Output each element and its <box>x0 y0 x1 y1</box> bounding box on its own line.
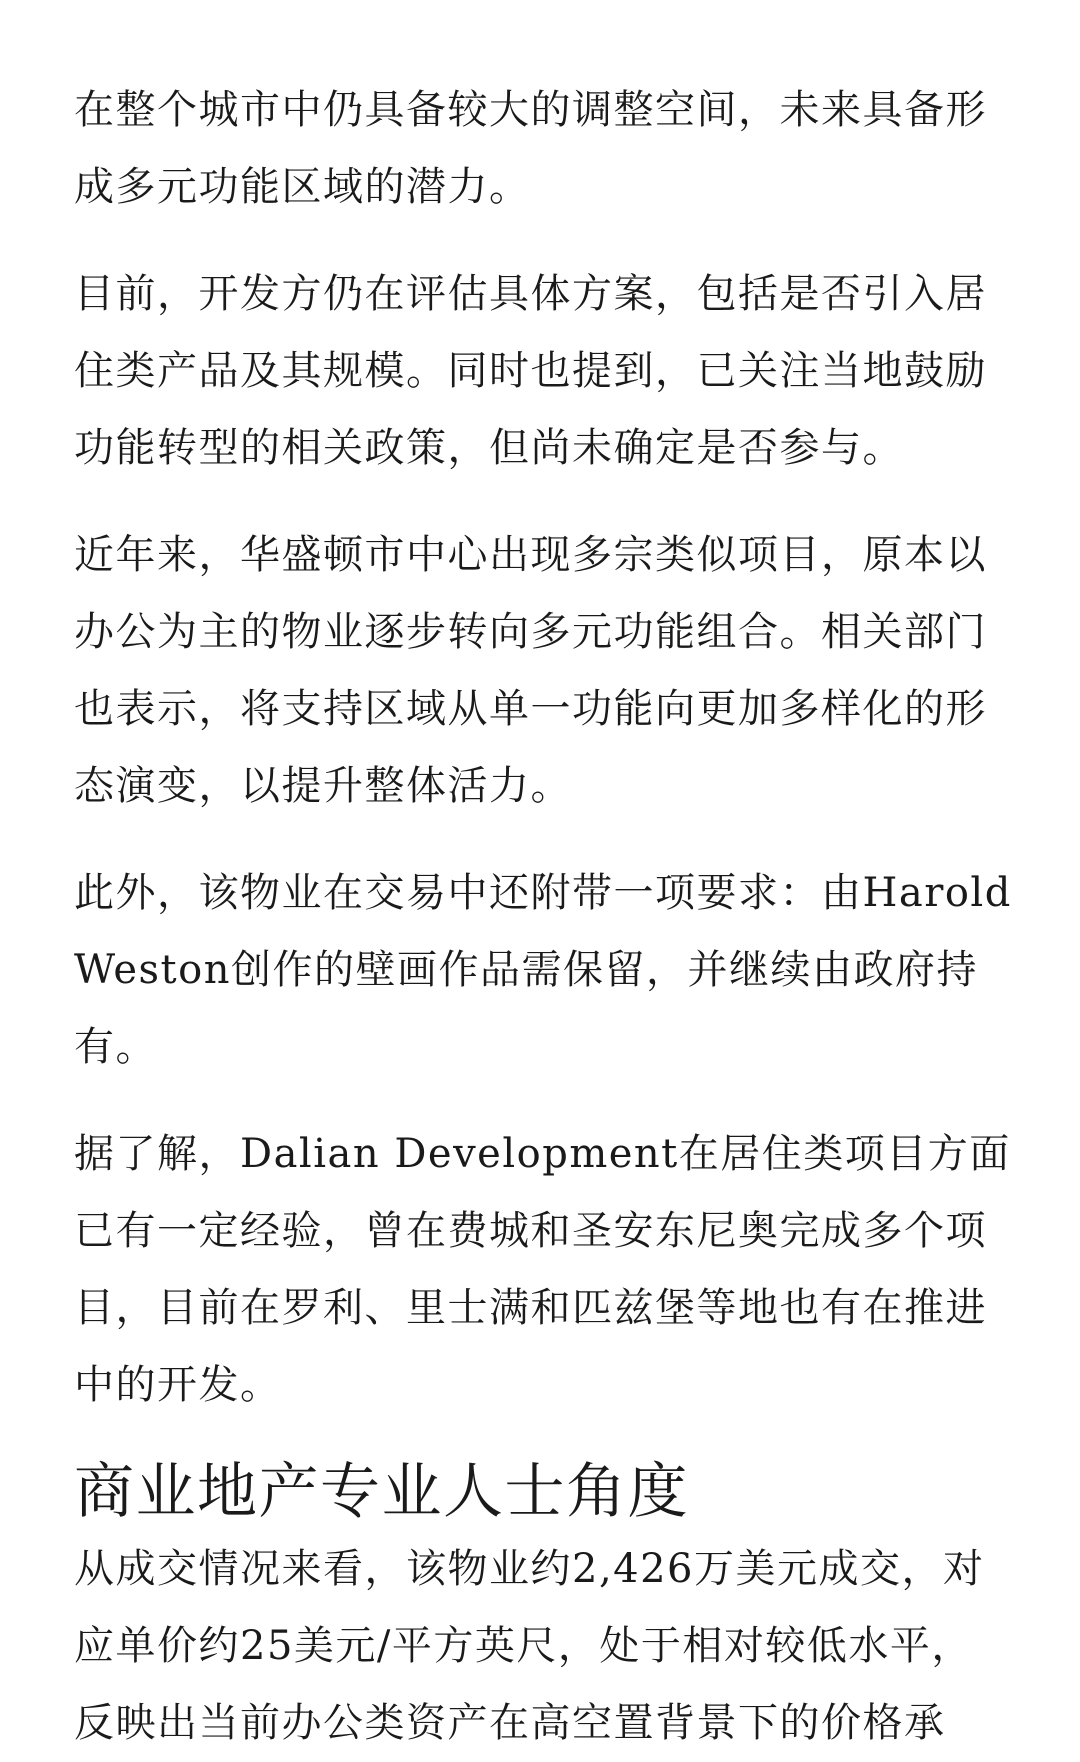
paragraph-redevelopment-potential: 在整个城市中仍具备较大的调整空间，未来具备形成多元功能区域的潜力。 <box>74 87 987 210</box>
section-heading: 商业地产专业人士角度 <box>74 1457 689 1527</box>
paragraph-price-analysis: 从成交情况来看，该物业约2,426万美元成交，对应单价约25美元/平方英尺，处于相对较低水平，反映出当前办公类资产在高空置背景下的价格承 <box>74 1546 985 1746</box>
paragraph-downtown-conversions: 近年来，华盛顿市中心出现多宗类似项目，原本以办公为主的物业逐步转向多元功能组合。相关部门也表示，将支持区域从单一功能向更加多样化的形态演变，以提升整体活力。 <box>74 532 987 809</box>
professional-perspective-section <box>74 1454 1014 1762</box>
paragraph-mural-requirement: 此外，该物业在交易中还附带一项要求：由Harold Weston创作的壁画作品需保留，并继续由政府持有。 <box>74 870 1012 1070</box>
paragraph-developer-experience: 据了解，Dalian Development在居住类项目方面已有一定经验，曾在费城和圣安东尼奥完成多个项目，目前在罗利、里士满和匹兹堡等地也有在推进中的开发。 <box>74 1131 1011 1408</box>
paragraph-developer-evaluation: 目前，开发方仍在评估具体方案，包括是否引入居住类产品及其规模。同时也提到，已关注当地鼓励功能转型的相关政策，但尚未确定是否参与。 <box>74 271 987 471</box>
article-body <box>74 72 1014 1762</box>
